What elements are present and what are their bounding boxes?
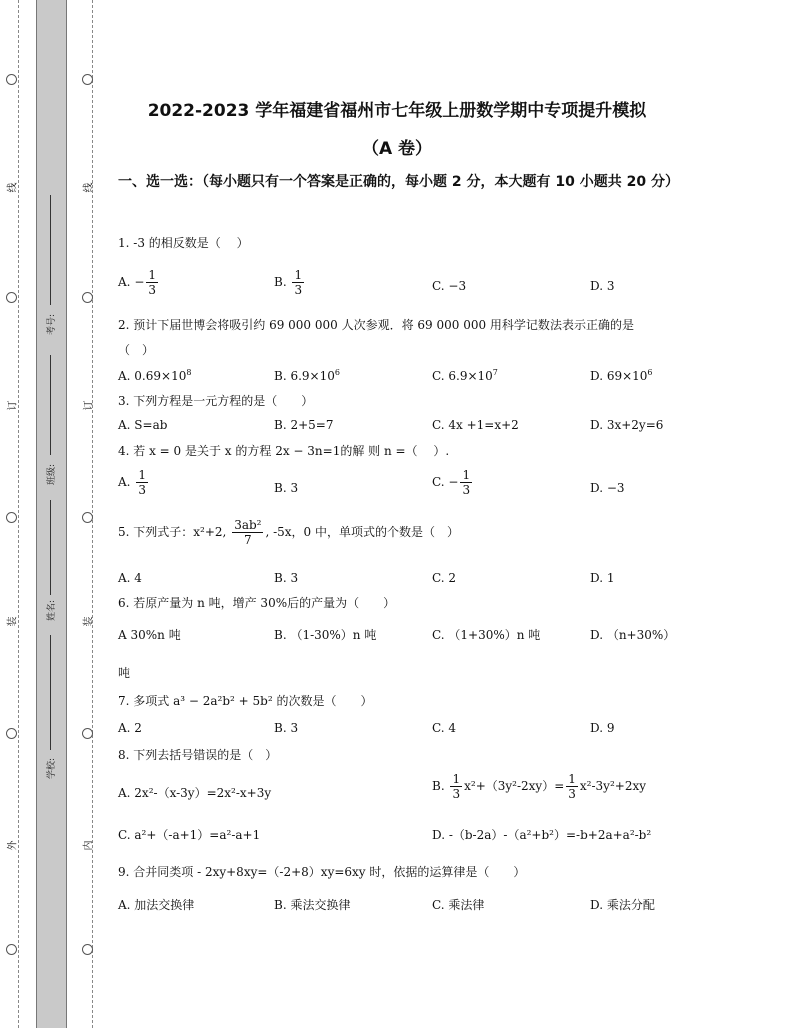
q5-option-a: A. 4 (118, 571, 142, 585)
section-heading: 一、选一选：（每小题只有一个答案是正确的，每小题 2 分，本大题有 10 小题共 20 分） (118, 174, 679, 190)
option-text: D. 69×10 (590, 369, 648, 383)
question-3-stem: 3. 下列方程是一元方程的是（ ） (118, 394, 314, 408)
question-6-stem: 6. 若原产量为 n 吨，增产 30%后的产量为（ ） (118, 596, 396, 610)
q8-option-d: D. -（b-2a）-（a²+b²）=-b+2a+a²-b² (432, 828, 652, 842)
denominator: 3 (138, 483, 146, 497)
class-label: 班级: (47, 463, 58, 486)
fraction (146, 268, 158, 297)
option-text: A. 0.69×10 (118, 369, 187, 383)
class-blank (50, 355, 51, 455)
fraction (460, 468, 472, 497)
question-4-stem: 4. 若 x = 0 是关于 x 的方程 2x − 3n=1的解 则 n =（ ）. (118, 444, 450, 458)
option-label: B. (432, 779, 445, 793)
q5-option-d: D. 1 (590, 571, 615, 585)
exam-subtitle: （A 卷） (361, 139, 433, 159)
q1-option-d: D. 3 (590, 279, 615, 293)
exam-number-blank (50, 195, 51, 305)
option-text: x²-3y²+2xy (579, 779, 646, 793)
numerator: 1 (452, 772, 461, 786)
q2-option-c (432, 368, 498, 383)
margin-char-line: 线 (83, 182, 95, 193)
margin-char-bind: 装 (7, 616, 19, 627)
question-7-stem: 7. 多项式 a³ − 2a²b² + 5b² 的次数是（ ） (118, 694, 373, 708)
q6-option-b: B. （1-30%）n 吨 (274, 628, 377, 642)
fraction (136, 468, 148, 497)
denominator: 3 (148, 283, 157, 297)
q2-option-a (118, 368, 191, 383)
exponent: 8 (186, 368, 192, 377)
denominator: 3 (462, 483, 471, 497)
question-5-stem (118, 518, 459, 547)
question-8-stem: 8. 下列去括号错误的是（ ） (118, 748, 278, 762)
question-9-stem: 9. 合并同类项 - 2xy+8xy=（-2+8）xy=6xy 时，依据的运算律是（ ） (118, 865, 526, 879)
margin-char-outside: 外 (7, 840, 19, 851)
q4-option-d: D. −3 (590, 481, 625, 495)
denominator: 3 (568, 787, 576, 801)
q9-option-d: D. 乘法分配 (590, 898, 655, 912)
option-label: A. (118, 475, 131, 489)
q3-option-d: D. 3x+2y=6 (590, 418, 664, 432)
q3-option-a: A. S=ab (118, 418, 168, 432)
punch-hole-circle (6, 728, 17, 739)
exponent: 7 (492, 368, 498, 377)
denominator: 7 (244, 533, 252, 547)
q6-option-c: C. （1+30%）n 吨 (432, 628, 541, 642)
q5-option-c: C. 2 (432, 571, 457, 585)
stem-text: , -5x，0 中，单项式的个数是（ ） (265, 525, 460, 539)
option-text: C. 6.9×10 (432, 369, 493, 383)
margin-char-line: 线 (7, 182, 19, 193)
option-text: B. 6.9×10 (274, 369, 335, 383)
option-label: A. (118, 275, 131, 289)
q3-option-c: C. 4x +1=x+2 (432, 418, 519, 432)
fraction (292, 268, 304, 297)
q2-option-b (274, 368, 340, 383)
minus-sign: − (134, 275, 145, 289)
punch-hole-circle (82, 74, 93, 85)
q5-option-b: B. 3 (274, 571, 299, 585)
q7-option-a: A. 2 (118, 721, 142, 735)
q8-option-a: A. 2x²-（x-3y）=2x²-x+3y (118, 786, 272, 800)
school-blank (50, 635, 51, 750)
q3-option-b: B. 2+5=7 (274, 418, 334, 432)
punch-hole-circle (82, 512, 93, 523)
numerator: 1 (462, 468, 471, 482)
margin-char-bind: 装 (83, 616, 95, 627)
q2-option-d (590, 368, 653, 383)
q8-option-c: C. a²+（-a+1）=a²-a+1 (118, 828, 261, 842)
option-text: x²+（3y²-2xy）= (464, 779, 565, 793)
exam-title: 2022-2023 学年福建省福州市七年级上册数学期中专项提升模拟 (147, 101, 647, 121)
question-2-stem-cont: （ ） (118, 343, 155, 357)
q4-option-a (118, 468, 150, 497)
numerator: 1 (138, 468, 146, 482)
q6-option-a: A 30%n 吨 (118, 628, 181, 642)
denominator: 3 (452, 787, 461, 801)
q7-option-c: C. 4 (432, 721, 457, 735)
punch-hole-circle (6, 512, 17, 523)
exam-number-label: 考号: (47, 313, 58, 336)
q7-option-b: B. 3 (274, 721, 299, 735)
q9-option-c: C. 乘法律 (432, 898, 485, 912)
punch-hole-circle (82, 728, 93, 739)
punch-hole-circle (82, 944, 93, 955)
q7-option-d: D. 9 (590, 721, 615, 735)
q1-option-c: C. −3 (432, 279, 467, 293)
margin-char-order: 订 (83, 400, 95, 411)
q4-option-c (432, 468, 474, 497)
stem-text: 5. 下列式子：x²+2, (118, 525, 227, 539)
q8-option-b (432, 772, 646, 801)
punch-hole-circle (6, 74, 17, 85)
q4-option-b: B. 3 (274, 481, 299, 495)
punch-hole-circle (6, 292, 17, 303)
fraction (232, 518, 263, 547)
option-label: C. (432, 475, 445, 489)
fraction (450, 772, 462, 801)
minus-sign: − (448, 475, 459, 489)
q6-option-d-cont: 吨 (118, 666, 131, 680)
margin-char-inside: 内 (83, 840, 95, 851)
q1-option-b (274, 268, 306, 297)
question-1-stem: 1. -3 的相反数是（ ） (118, 236, 249, 250)
numerator: 1 (568, 772, 576, 786)
q6-option-d: D. （n+30%） (590, 628, 676, 642)
margin-char-order: 订 (7, 400, 19, 411)
denominator: 3 (294, 283, 303, 297)
fraction (566, 772, 578, 801)
q1-option-a (118, 268, 160, 297)
name-label: 姓名: (47, 599, 58, 622)
exponent: 6 (334, 368, 340, 377)
option-label: B. (274, 275, 287, 289)
exponent: 6 (647, 368, 653, 377)
school-label: 学校: (47, 757, 58, 780)
punch-hole-circle (6, 944, 17, 955)
numerator: 3ab² (234, 518, 262, 532)
numerator: 1 (294, 268, 303, 282)
numerator: 1 (148, 268, 157, 282)
q9-option-b: B. 乘法交换律 (274, 898, 351, 912)
punch-hole-circle (82, 292, 93, 303)
q9-option-a: A. 加法交换律 (118, 898, 195, 912)
question-2-stem: 2. 预计下届世博会将吸引约 69 000 000 人次参观．将 69 000 000 用科学记数法表示正确的是 (118, 318, 634, 332)
name-blank (50, 500, 51, 595)
